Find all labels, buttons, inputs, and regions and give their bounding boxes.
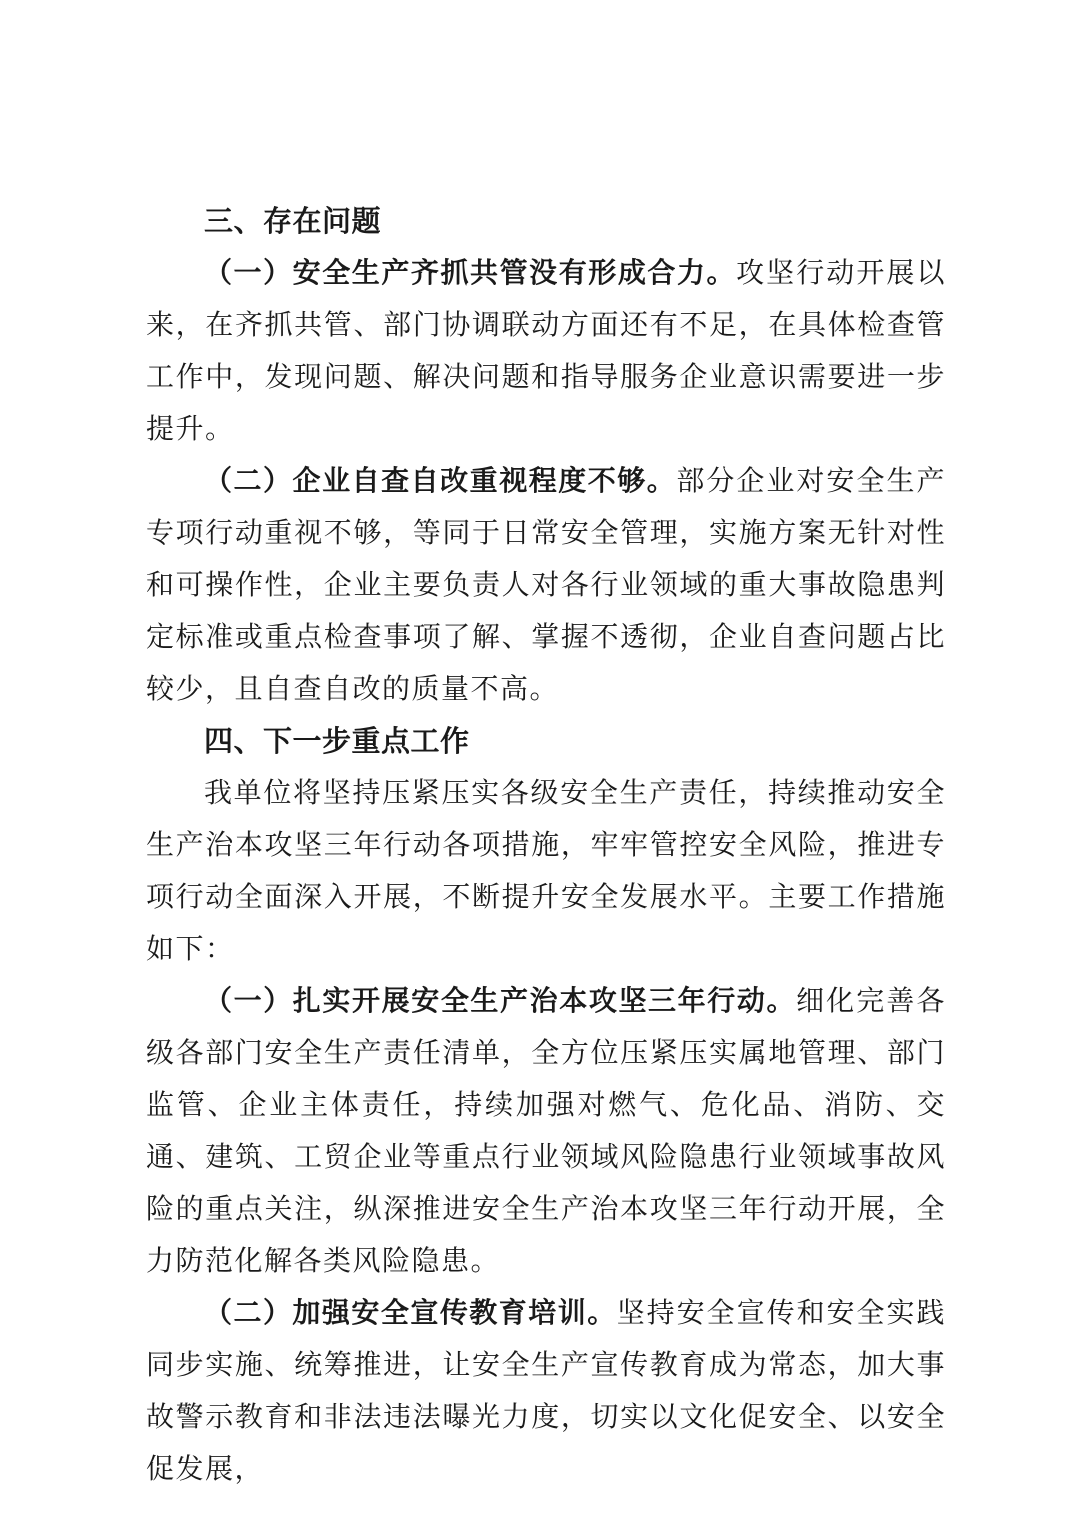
section3-item-2-lead: （二）企业自查自改重视程度不够。: [204, 464, 677, 497]
section3-item-2: [146, 455, 946, 715]
section3-item-1: [146, 247, 946, 455]
document-page: [146, 195, 946, 1495]
section3-item-1-text: 攻坚行动开展以来，在齐抓共管、部门协调联动方面还有不足，在具体检查管工作中，发现问题、解决问题和指导服务企业意识需要进一步提升。: [146, 256, 946, 445]
section4-heading: 四、下一步重点工作: [204, 724, 470, 758]
section4-item-1-lead: （一）扎实开展安全生产治本攻坚三年行动。: [204, 984, 797, 1017]
section4-intro: 我单位将坚持压紧压实各级安全生产责任，持续推动安全生产治本攻坚三年行动各项措施，牢牢管控安全风险，推进专项行动全面深入开展，不断提升安全发展水平。主要工作措施如下：: [146, 776, 946, 965]
section4-item-2: [146, 1287, 946, 1495]
section3-item-1-lead: （一）安全生产齐抓共管没有形成合力。: [204, 256, 737, 289]
section3-item-2-text: 部分企业对安全生产专项行动重视不够，等同于日常安全管理，实施方案无针对性和可操作性，企业主要负责人对各行业领域的重大事故隐患判定标准或重点检查事项了解、掌握不透彻，企业自查问题占比较少，且自查自改的质量不高。: [146, 464, 946, 705]
section4-item-1-text: 细化完善各级各部门安全生产责任清单，全方位压紧压实属地管理、部门监管、企业主体责任，持续加强对燃气、危化品、消防、交通、建筑、工贸企业等重点行业领域风险隐患行业领域事故风险的重点关注，纵深推进安全生产治本攻坚三年行动开展，全力防范化解各类风险隐患。: [146, 984, 946, 1277]
section3-heading: 三、存在问题: [204, 204, 382, 238]
section4-item-2-lead: （二）加强安全宣传教育培训。: [204, 1296, 617, 1329]
section4-item-2-text: 坚持安全宣传和安全实践同步实施、统筹推进，让安全生产宣传教育成为常态，加大事故警示教育和非法违法曝光力度，切实以文化促安全、以安全促发展，: [146, 1296, 946, 1485]
section4-item-1: [146, 975, 946, 1287]
